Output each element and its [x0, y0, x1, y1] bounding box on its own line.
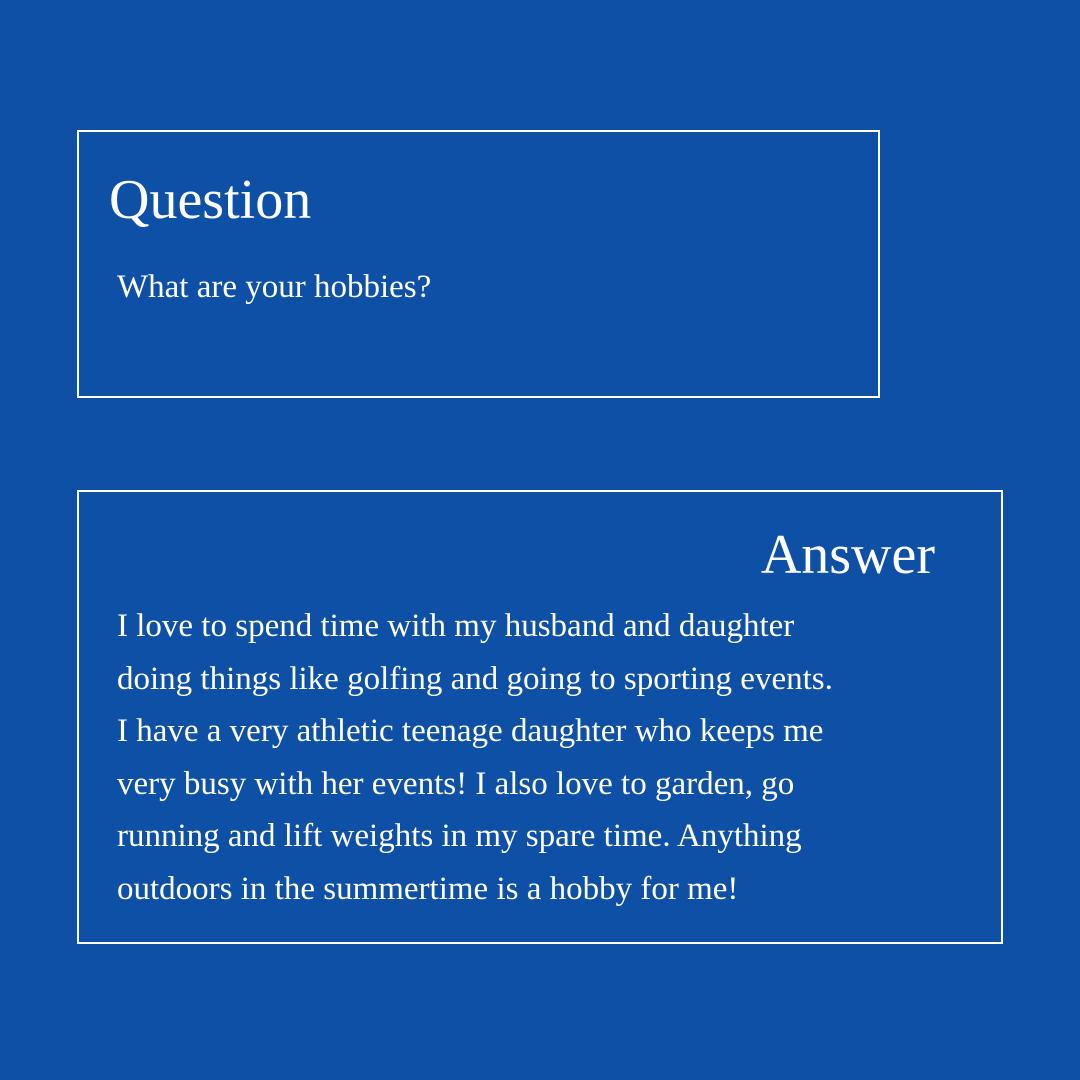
answer-text — [117, 600, 967, 915]
answer-line: I love to spend time with my husband and daughter — [117, 608, 795, 644]
answer-line: doing things like golfing and going to sporting events. — [117, 660, 833, 697]
answer-line: I have a very athletic teenage daughter who keeps me — [117, 713, 824, 749]
answer-heading: Answer — [760, 524, 935, 586]
question-heading: Question — [109, 169, 312, 231]
answer-line: very busy with her events! I also love to garden, go — [117, 765, 795, 802]
answer-card — [77, 490, 1003, 944]
question-card — [77, 130, 880, 398]
answer-line: outdoors in the summertime is a hobby for me! — [117, 870, 739, 907]
question-text: What are your hobbies? — [117, 269, 432, 305]
answer-line: running and lift weights in my spare time. Anything — [117, 818, 802, 854]
